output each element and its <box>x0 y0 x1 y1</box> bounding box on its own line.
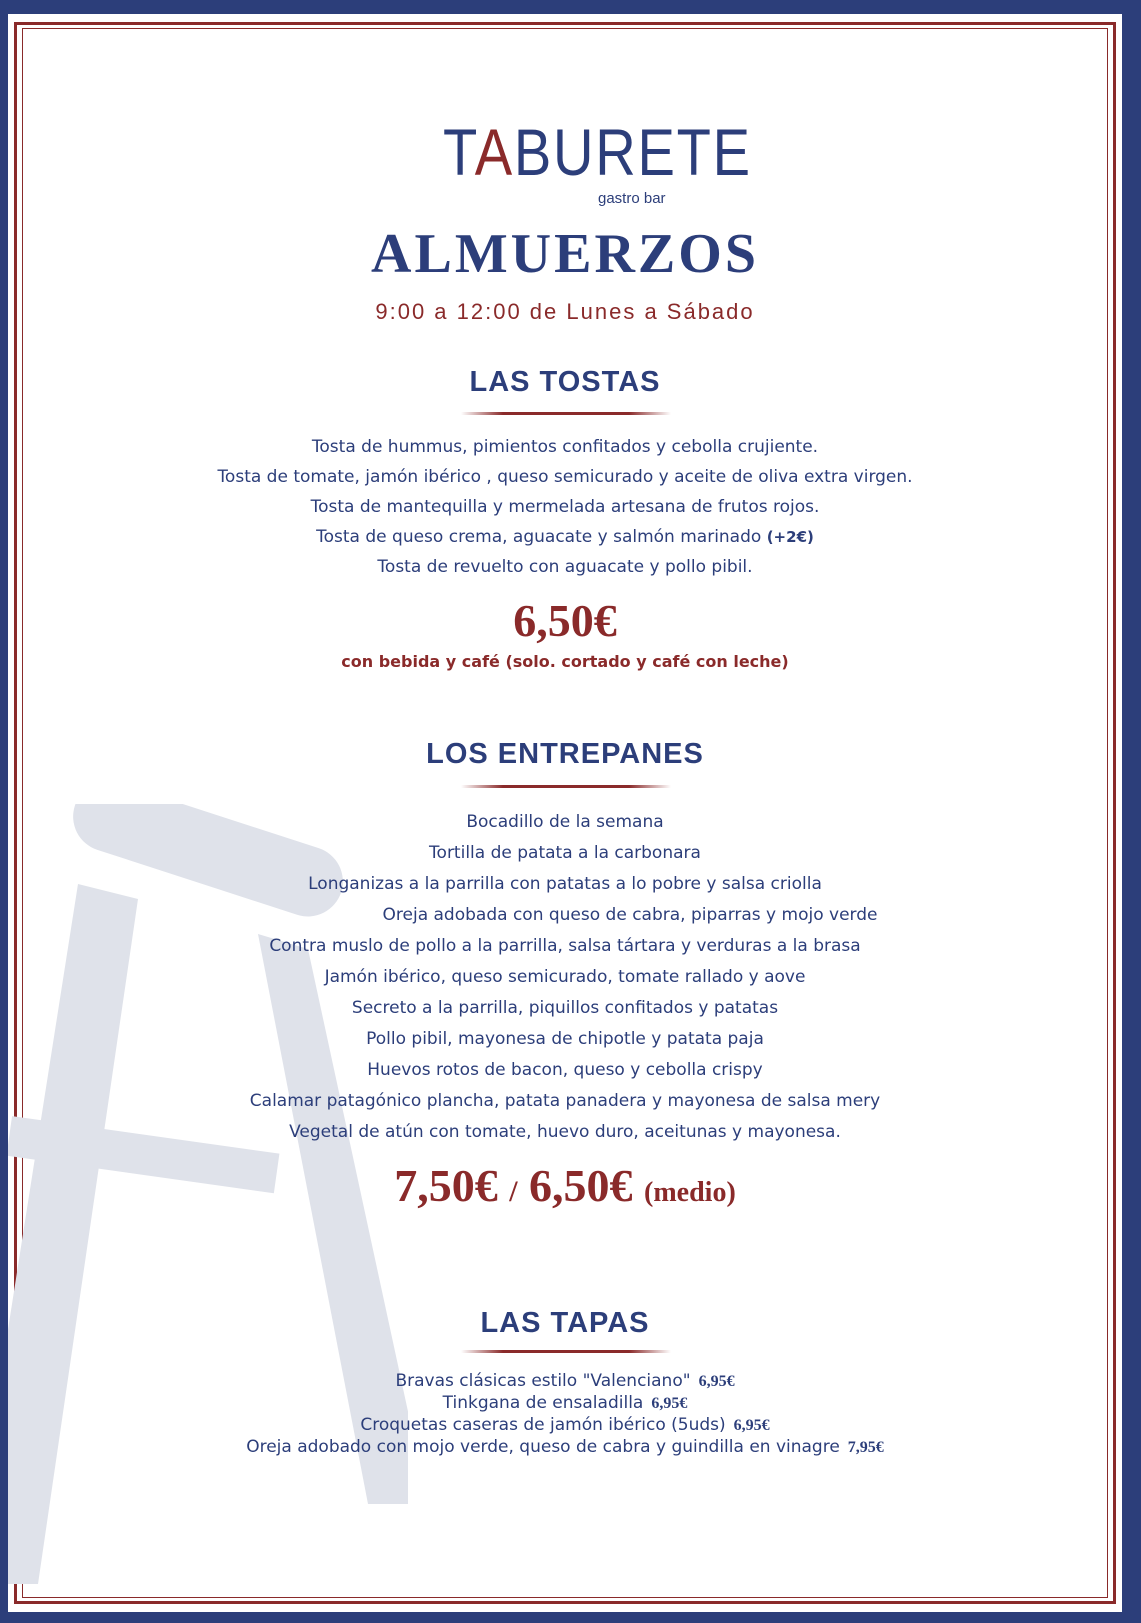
list-item: Oreja adobada con queso de cabra, piparras y mojo verde <box>382 905 878 925</box>
list-item: Secreto a la parrilla, piquillos confitados y patatas <box>351 998 779 1018</box>
list-item <box>8 1436 1122 1458</box>
list-item: Tosta de revuelto con aguacate y pollo pibil. <box>377 557 753 577</box>
list-item-text: Tosta de queso crema, aguacate y salmón marinado <box>316 527 762 547</box>
section-title-tapas: LAS TAPAS <box>480 1307 650 1339</box>
section-title-tostas: LAS TOSTAS <box>469 366 661 398</box>
entrepanes-price <box>8 1159 1122 1212</box>
list-item: Tosta de tomate, jamón ibérico , queso semicurado y aceite de oliva extra virgen. <box>217 467 913 487</box>
tapa-name: Bravas clásicas estilo "Valenciano" <box>395 1371 691 1391</box>
list-item: Longanizas a la parrilla con patatas a lo pobre y salsa criolla <box>308 874 822 894</box>
list-item: Huevos rotos de bacon, queso y cebolla crispy <box>367 1060 763 1080</box>
logo-subtitle: gastro bar <box>598 190 666 207</box>
tapa-name: Oreja adobado con mojo verde, queso de cabra y guindilla en vinagre <box>246 1437 840 1457</box>
opening-hours: 9:00 a 12:00 de Lunes a Sábado <box>375 299 755 324</box>
logo-letter-a-stool: A <box>474 115 514 189</box>
tapa-name: Croquetas caseras de jamón ibérico (5uds) <box>360 1415 726 1435</box>
logo-letter-t: T <box>443 115 475 189</box>
section-divider-tostas <box>461 412 671 415</box>
extra-charge: (+2€) <box>766 528 814 546</box>
tostas-price-note: con bebida y café (solo. cortado y café con leche) <box>341 652 789 671</box>
tapa-price: 6,95€ <box>733 1417 770 1434</box>
list-item <box>8 522 1122 552</box>
page-title: ALMUERZOS <box>371 223 759 285</box>
list-item: Contra muslo de pollo a la parrilla, salsa tártara y verduras a la brasa <box>269 936 861 956</box>
section-divider-entrepanes <box>461 785 671 788</box>
list-item <box>8 1370 1122 1392</box>
list-item: Jamón ibérico, queso semicurado, tomate rallado y aove <box>324 967 806 987</box>
entrepanes-price-half-label: (medio) <box>644 1177 736 1208</box>
list-item: Calamar patagónico plancha, patata panadera y mayonesa de salsa mery <box>249 1091 881 1111</box>
tapa-price: 6,95€ <box>651 1395 688 1412</box>
list-item: Pollo pibil, mayonesa de chipotle y patata paja <box>366 1029 764 1049</box>
tapa-price: 7,95€ <box>847 1439 884 1456</box>
taburete-logo <box>408 112 752 212</box>
section-divider-tapas <box>461 1350 671 1353</box>
tapas-list <box>8 1370 1122 1458</box>
list-item: Tortilla de patata a la carbonara <box>429 843 701 863</box>
tapa-price: 6,95€ <box>698 1373 735 1390</box>
tostas-list <box>8 432 1122 582</box>
logo-letters-rest: BURETE <box>513 115 752 189</box>
section-title-entrepanes: LOS ENTREPANES <box>426 738 704 770</box>
tapa-name: Tinkgana de ensaladilla <box>442 1393 644 1413</box>
tostas-price: 6,50€ <box>513 595 617 646</box>
list-item: Bocadillo de la semana <box>466 812 664 832</box>
entrepanes-list <box>8 807 1122 1148</box>
list-item <box>8 1414 1122 1436</box>
list-item <box>8 1392 1122 1414</box>
list-item: Vegetal de atún con tomate, huevo duro, aceitunas y mayonesa. <box>289 1122 841 1142</box>
entrepanes-price-full: 7,50€ <box>394 1160 498 1211</box>
logo-wordmark <box>443 112 752 192</box>
list-item: Tosta de hummus, pimientos confitados y cebolla crujiente. <box>311 437 819 457</box>
menu-page <box>8 14 1122 1612</box>
entrepanes-price-half: 6,50€ <box>529 1160 633 1211</box>
price-separator: / <box>509 1175 518 1208</box>
list-item: Tosta de mantequilla y mermelada artesana de frutos rojos. <box>310 497 820 517</box>
